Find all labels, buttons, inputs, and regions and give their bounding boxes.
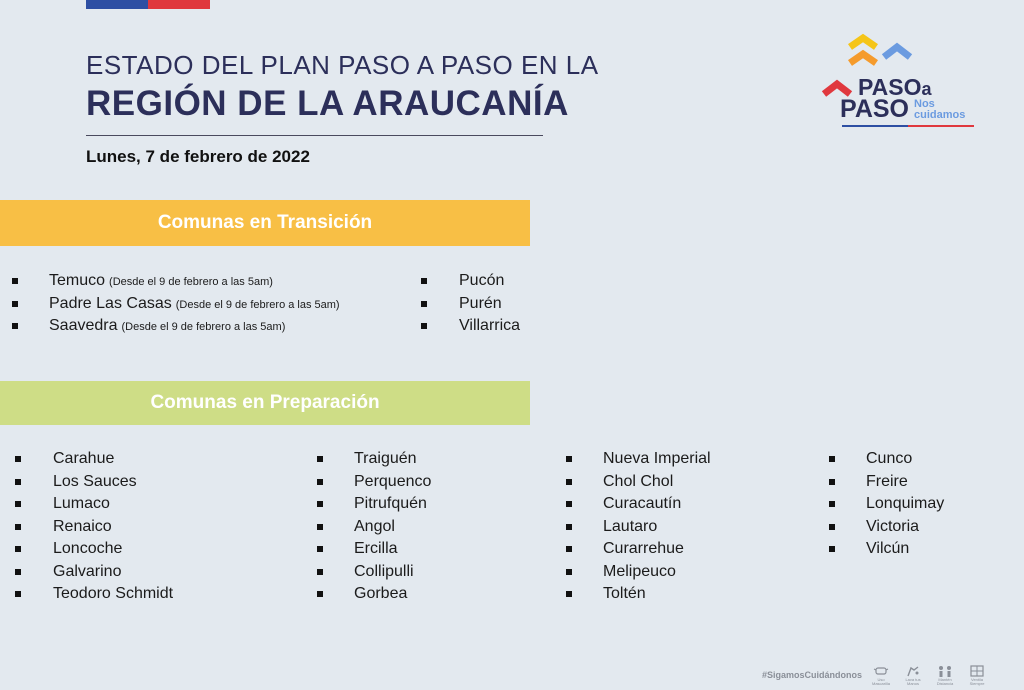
list-item: Temuco (Desde el 9 de febrero a las 5am) bbox=[0, 270, 340, 293]
list-item: Vilcún bbox=[0, 538, 944, 561]
footer bbox=[762, 664, 990, 686]
title-line-2: REGIÓN DE LA ARAUCANÍA bbox=[86, 84, 569, 123]
date-label: Lunes, 7 de febrero de 2022 bbox=[86, 147, 310, 166]
list-item: Victoria bbox=[0, 516, 944, 539]
list-item: Nueva Imperial bbox=[0, 448, 711, 471]
list-item: Purén bbox=[0, 293, 520, 316]
list-item: Perquenco bbox=[0, 471, 431, 494]
flag-strip bbox=[86, 0, 210, 9]
list-item: Galvarino bbox=[0, 561, 173, 584]
list-item: Lautaro bbox=[0, 516, 711, 539]
list-item: Lonquimay bbox=[0, 493, 944, 516]
list-item: Collipulli bbox=[0, 561, 431, 584]
distance-icon: Mantén Distancia bbox=[932, 664, 958, 686]
flag-blue bbox=[86, 0, 148, 9]
list-item: Padre Las Casas (Desde el 9 de febrero a las 5am) bbox=[0, 293, 340, 316]
list-item: Carahue bbox=[0, 448, 173, 471]
list-item: Saavedra (Desde el 9 de febrero a las 5am) bbox=[0, 315, 340, 338]
mask-icon: Uso Mascarilla bbox=[868, 664, 894, 686]
list-item: Los Sauces bbox=[0, 471, 173, 494]
list-item: Curarrehue bbox=[0, 538, 711, 561]
list-item: Lumaco bbox=[0, 493, 173, 516]
list-item: Loncoche bbox=[0, 538, 173, 561]
list-item: Curacautín bbox=[0, 493, 711, 516]
list-item: Pitrufquén bbox=[0, 493, 431, 516]
logo-word-2: PASO bbox=[840, 95, 909, 123]
list-item: Gorbea bbox=[0, 583, 431, 606]
list-item: Ercilla bbox=[0, 538, 431, 561]
logo-word-1: PASOa bbox=[858, 74, 932, 100]
list-item: Angol bbox=[0, 516, 431, 539]
title-divider bbox=[86, 135, 543, 136]
footer-hashtag: #SigamosCuidándonos bbox=[762, 670, 863, 680]
list-item: Teodoro Schmidt bbox=[0, 583, 173, 606]
logo-tagline: Nos cuidamos bbox=[914, 98, 966, 121]
list-item: Chol Chol bbox=[0, 471, 711, 494]
hand-wash-icon: Lava tus Manos bbox=[900, 664, 926, 686]
list-item: Freire bbox=[0, 471, 944, 494]
logo-underline bbox=[842, 125, 974, 127]
preparation-heading: Comunas en Preparación bbox=[0, 381, 530, 425]
list-item: Toltén bbox=[0, 583, 711, 606]
list-item: Renaico bbox=[0, 516, 173, 539]
preparation-column-4 bbox=[0, 448, 944, 561]
title-line-1: ESTADO DEL PLAN PASO A PASO EN LA bbox=[86, 50, 599, 80]
list-item: Pucón bbox=[0, 270, 520, 293]
ventilation-icon: Ventila Siempre bbox=[964, 664, 990, 686]
list-item: Traiguén bbox=[0, 448, 431, 471]
transition-list-right bbox=[0, 270, 520, 338]
flag-red bbox=[148, 0, 210, 9]
list-item: Melipeuco bbox=[0, 561, 711, 584]
list-item: Villarrica bbox=[0, 315, 520, 338]
transition-heading: Comunas en Transición bbox=[0, 200, 530, 246]
list-item: Cunco bbox=[0, 448, 944, 471]
